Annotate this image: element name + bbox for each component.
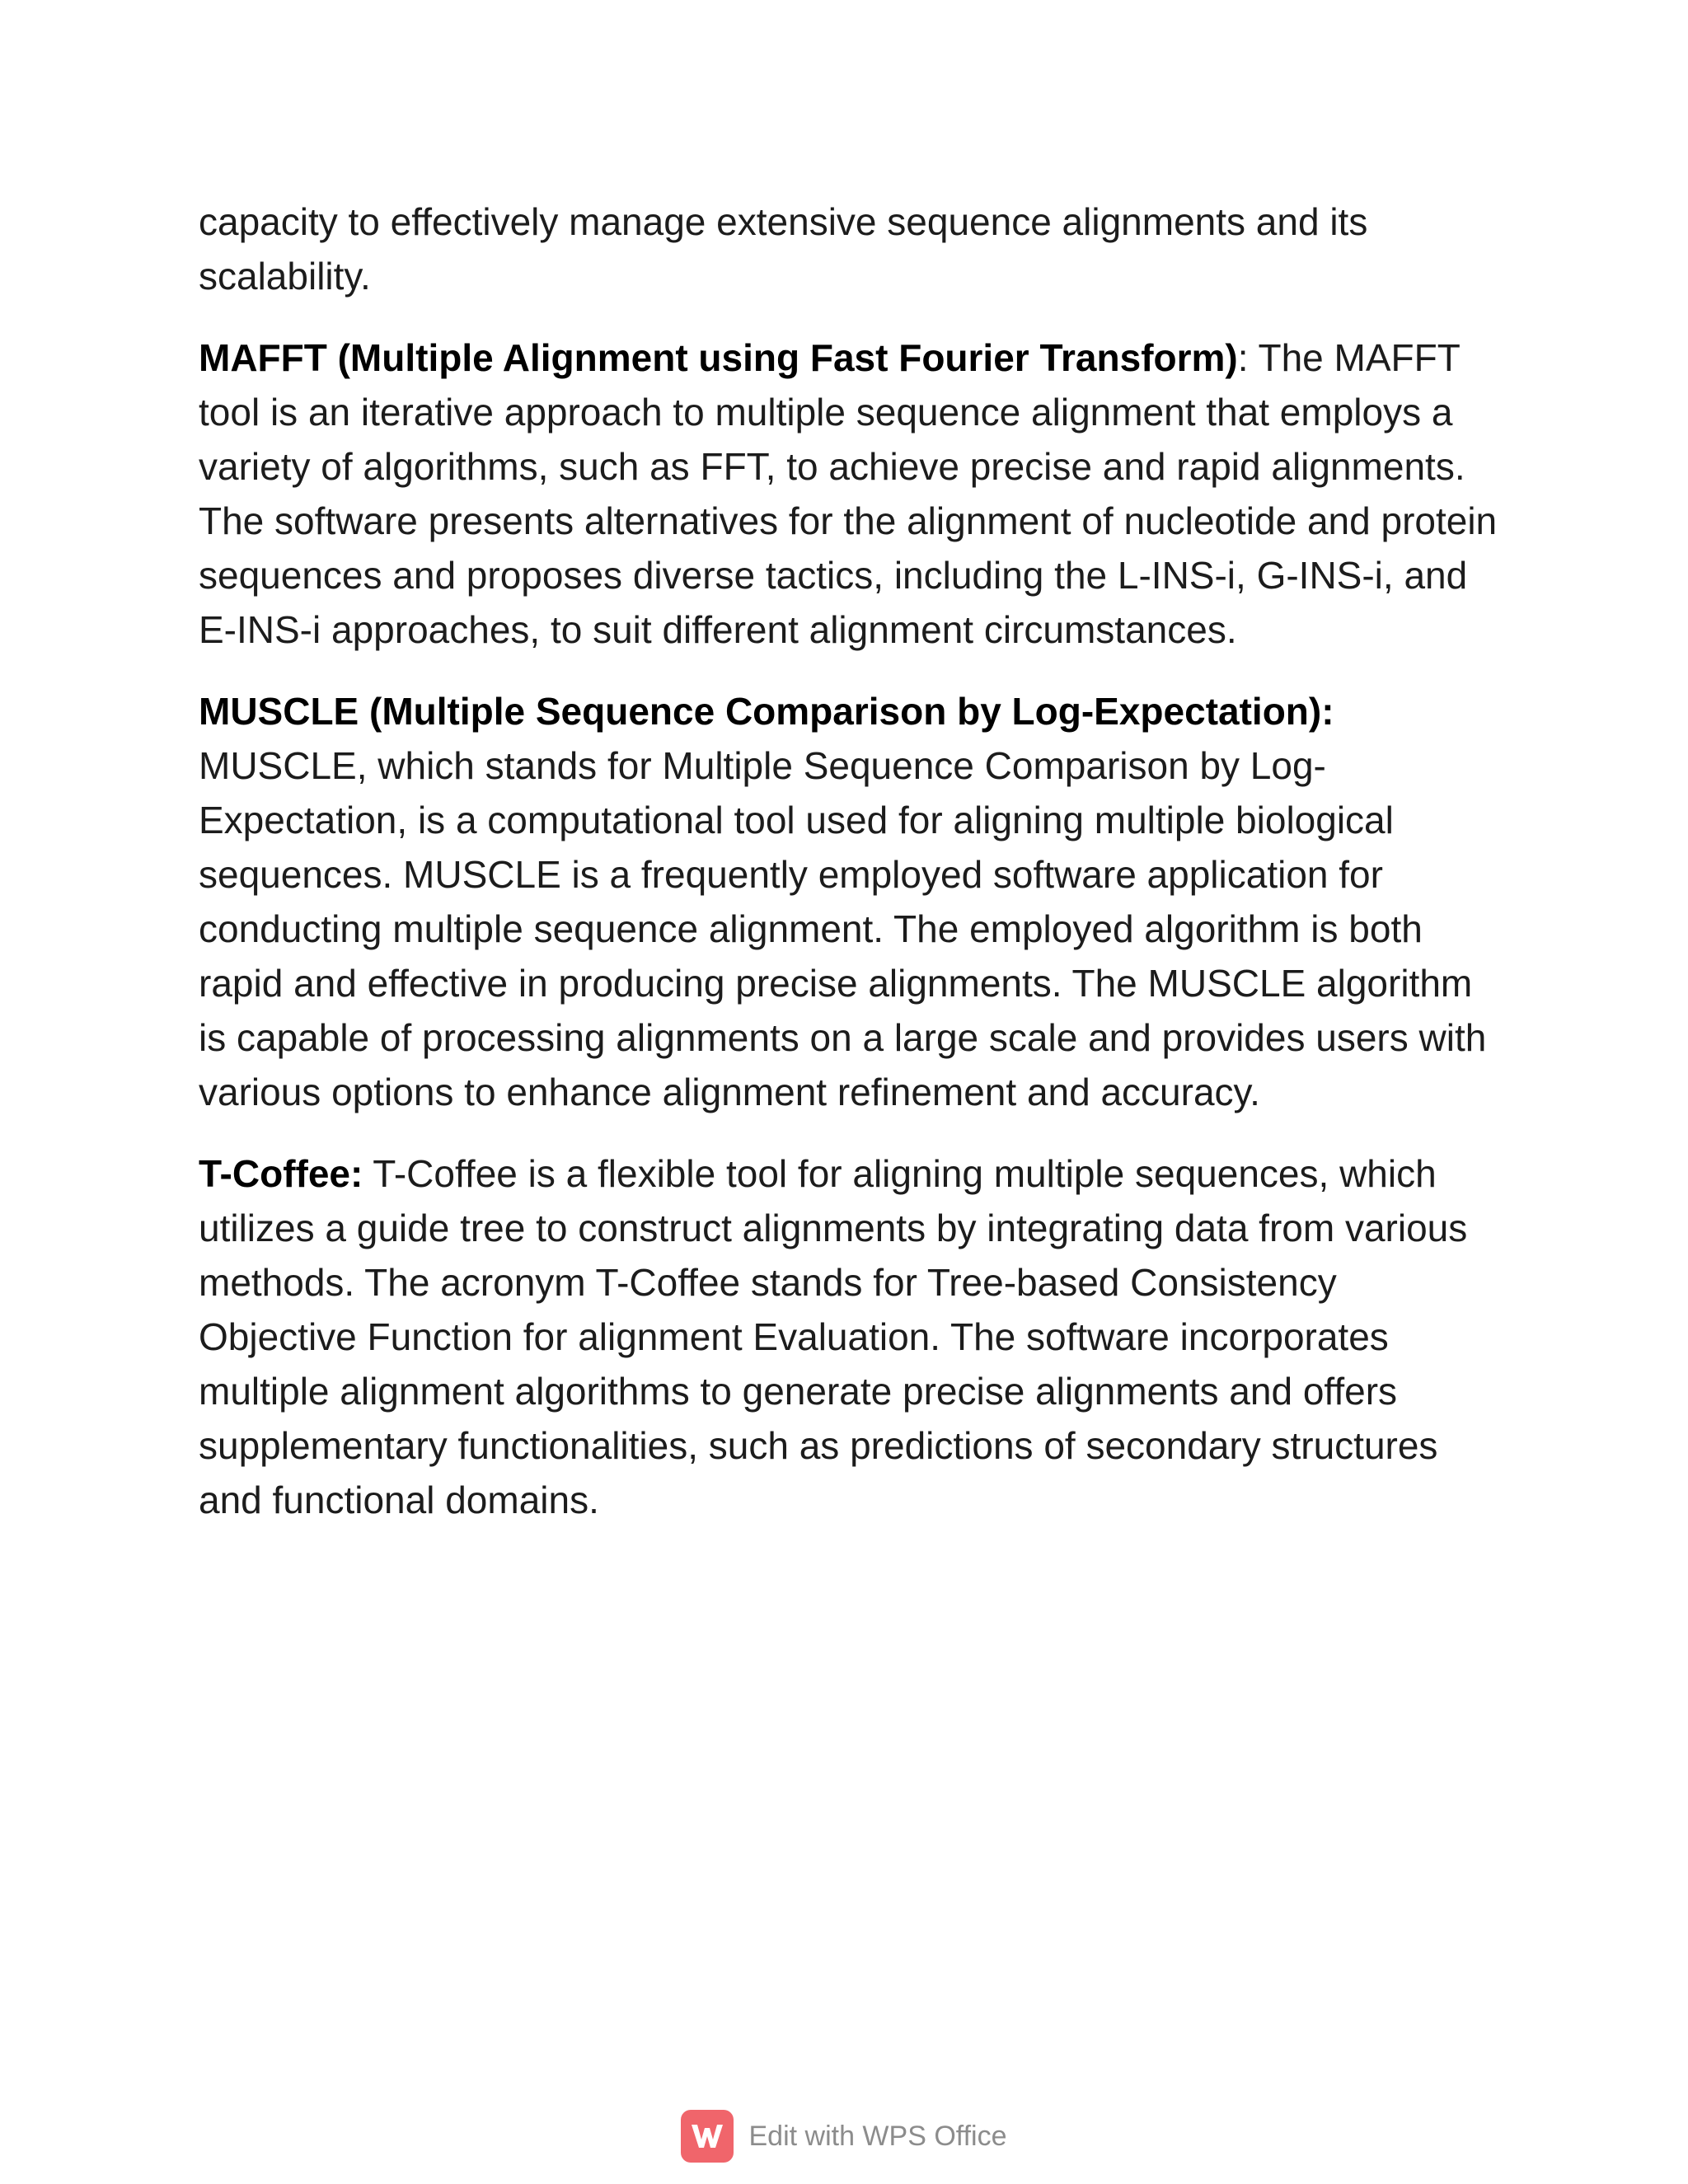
wps-edit-badge[interactable] xyxy=(681,2110,1006,2163)
section-muscle xyxy=(199,684,1501,1119)
wps-logo-icon xyxy=(681,2110,734,2163)
document-body xyxy=(199,194,1501,1554)
section-separator: : xyxy=(1237,336,1249,379)
section-text: T-Coffee is a flexible tool for aligning multiple sequences, which utilizes a guide tree to construct alignments by integrating data from various methods. The acronym T-Coffee stands for Tree-based Consistency Objective Function for alignment Evaluation. The software incorporates multiple alignment algorithms to generate precise alignments and offers supplementary functionalities, such as predictions of secondary structures and functional domains. xyxy=(199,1152,1468,1521)
section-term: MAFFT (Multiple Alignment using Fast Fourier Transform) xyxy=(199,336,1238,379)
wps-badge-text: Edit with WPS Office xyxy=(748,2120,1007,2152)
intro-paragraph: capacity to effectively manage extensive sequence alignments and its scalability. xyxy=(199,200,1368,298)
footer xyxy=(0,2110,1688,2163)
section-tcoffee xyxy=(199,1146,1501,1527)
section-mafft xyxy=(199,330,1501,657)
section-term: T-Coffee: xyxy=(199,1152,363,1195)
section-term: MUSCLE (Multiple Sequence Comparison by Log-Expectation): xyxy=(199,690,1334,733)
section-text: MUSCLE, which stands for Multiple Sequence Comparison by Log-Expectation, is a computational tool used for aligning multiple biological sequences. MUSCLE is a frequently employed software application for conducting multiple sequence alignment. The employed algorithm is both rapid and effective in producing precise alignments. The MUSCLE algorithm is capable of processing alignments on a large scale and provides users with various options to enhance alignment refinement and accuracy. xyxy=(199,744,1487,1113)
section-text: The MAFFT tool is an iterative approach to multiple sequence alignment that employs a variety of algorithms, such as FFT, to achieve precise and rapid alignments. The software presents alternatives for the alignment of nucleotide and protein sequences and proposes diverse tactics, including the L-INS-i, G-INS-i, and E-INS-i approaches, to suit different alignment circumstances. xyxy=(199,336,1498,651)
